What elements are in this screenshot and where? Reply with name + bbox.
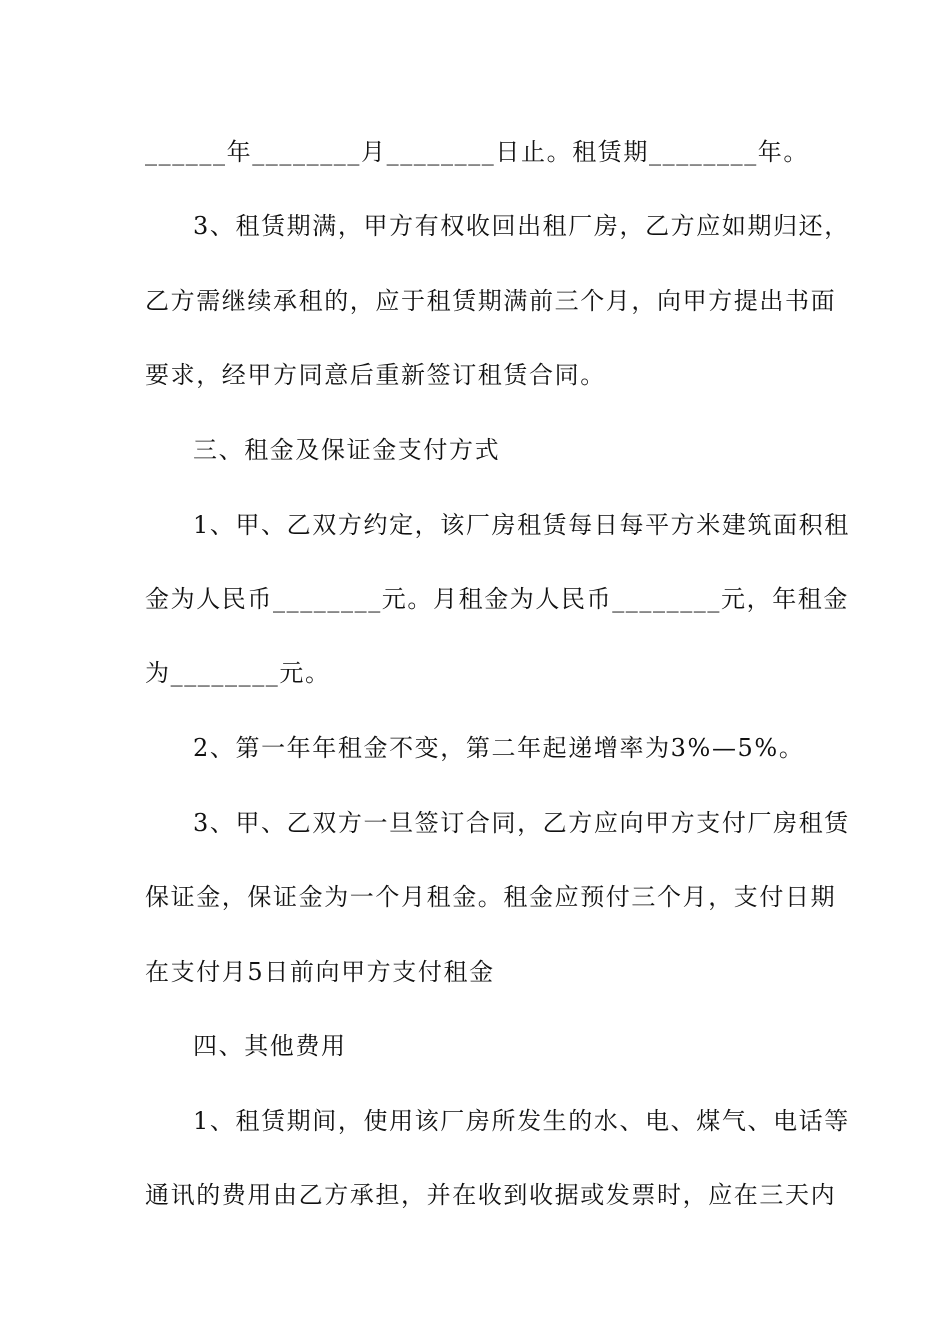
text-line-clause-3: 3、甲、乙双方一旦签订合同，乙方应向甲方支付厂房租赁	[193, 809, 850, 837]
section-heading-rent-deposit: 三、租金及保证金支付方式	[193, 436, 501, 464]
text-line-clause-2: 2、第一年年租金不变，第二年起递增率为3%—5%。	[193, 734, 805, 762]
text-line: 要求，经甲方同意后重新签订租赁合同。	[145, 361, 606, 389]
text-line: 通讯的费用由乙方承担，并在收到收据或发票时，应在三天内	[145, 1181, 837, 1209]
text-line: 在支付月5日前向甲方支付租金	[145, 958, 495, 986]
text-line: 金为人民币________元。月租金为人民币________元，年租金	[145, 585, 849, 613]
text-line-clause-3: 3、租赁期满，甲方有权收回出租厂房，乙方应如期归还，	[193, 212, 850, 240]
text-line-clause-1: 1、租赁期间，使用该厂房所发生的水、电、煤气、电话等	[193, 1107, 850, 1135]
section-heading-other-fees: 四、其他费用	[193, 1032, 347, 1060]
text-line: 为________元。	[145, 659, 331, 687]
text-line-clause-1: 1、甲、乙双方约定，该厂房租赁每日每平方米建筑面积租	[193, 511, 850, 539]
text-line-lease-end: ______年________月________日止。租赁期________年。	[145, 138, 809, 166]
text-line: 保证金，保证金为一个月租金。租金应预付三个月，支付日期	[145, 883, 837, 911]
text-line: 乙方需继续承租的，应于租赁期满前三个月，向甲方提出书面	[145, 287, 837, 315]
